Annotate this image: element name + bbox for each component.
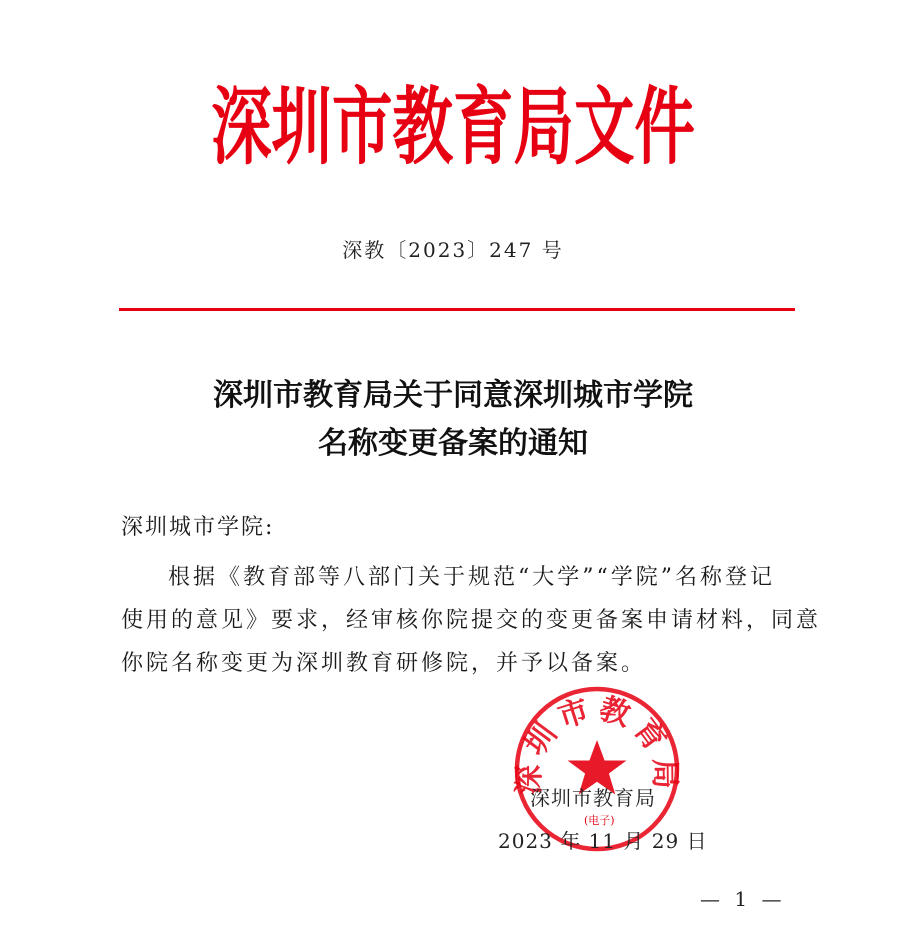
document-title-line-2: 名称变更备案的通知 bbox=[318, 426, 588, 461]
body-paragraph-line-1: 根据《教育部等八部门关于规范“大学”“学院”名称登记 bbox=[168, 565, 775, 590]
document-title-line-1: 深圳市教育局关于同意深圳城市学院 bbox=[213, 378, 693, 413]
red-divider-line bbox=[119, 308, 795, 311]
issue-date: 2023 年 11 月 29 日 bbox=[498, 829, 708, 853]
addressee: 深圳城市学院: bbox=[121, 515, 275, 540]
document-header-title: 深圳市教育局文件 bbox=[211, 77, 695, 176]
body-paragraph-line-2: 使用的意见》要求，经审核你院提交的变更备案申请材料，同意 bbox=[121, 608, 822, 633]
seal-text: 深圳市教育局 bbox=[512, 691, 682, 795]
issuer-name: 深圳市教育局 bbox=[530, 786, 656, 810]
body-paragraph-line-3: 你院名称变更为深圳教育研修院，并予以备案。 bbox=[121, 651, 647, 676]
page-number: — 1 — bbox=[700, 887, 786, 911]
document-number: 深教〔2023〕247 号 bbox=[342, 238, 564, 262]
issuer-electronic-note: (电子) bbox=[584, 814, 615, 827]
